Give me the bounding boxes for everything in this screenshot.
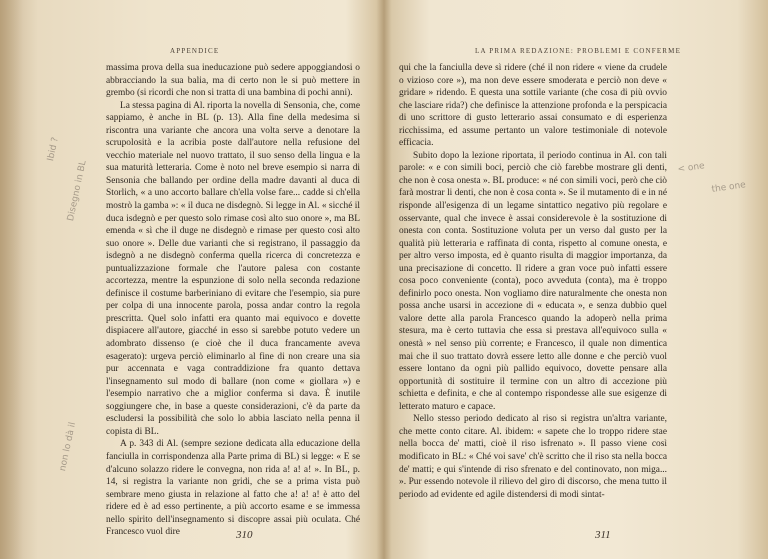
pencil-annotation: non lo dà il <box>58 421 79 473</box>
right-page <box>385 0 768 559</box>
right-paragraph: qui che la fanciulla deve sì ridere (ché il non ridere « viene da crudele o vizioso core »), ma non deve essere smoderata e perciò non deve « gridare » ridendo. E questa una sottile variante (che cosa di più ovvio che lasciare rida?) che definisce la attenzione profonda e la perspicacia di uno scrittore di gusto letterario assai consumato e di esperienza ricchissima, ed assume pertanto un valore testimoniale di notevole efficacia. <box>399 63 667 149</box>
pencil-annotation: the one <box>711 180 747 195</box>
right-page-header: LA PRIMA REDAZIONE: PROBLEMI E CONFERME <box>475 47 682 55</box>
right-paragraph: Subito dopo la lezione riportata, il periodo continua in Al. con tali parole: « e con simili boci, perciò che ciò farebbe mostrare gli denti, che non è cosa onesta ». BL produce: « né con simili voci, però che ciò farà mostrar li denti, che non è cosa conta ». Se il mutamento di e in né risponde all'esigenza di un legame sintattico negativo più regolare e osservante, qual che invece è assai considerevole è la sostituzione di onesta con conta. Sostituzione voluta per un verso dal gusto per la qualità più letteraria e raffinata di conta, rispetto al comune onesta, e per altro verso imposta, ed è quanto risulta di maggior importanza, da una precisazione di concetto. Il ridere a gran voce può infatti essere cosa poco conveniente (conta), poco avveduta (conta), ma è troppo definirlo poco onesta. Non vogliamo dire naturalmente che onesta non possa anche usarsi in accezione di « educata », e senza dubbio quel valore dette alla parola Francesco quando la adoperò nella prima stesura, ma è certo tuttavia che essa si prestava all'equivoco sulla « onestà » nel senso più corrente; e Francesco, il quale non dimentica mai che il suo trattato dovrà essere letto alle donne e che perciò vuol essere lontano da ogni più pallido equivoco, dovette pensare alla opportunità di sostituire il termine con un altro di accezione più schietta e definita, e che al contempo rispondesse alle sue esigenze di letterato maturo e capace. <box>399 150 667 412</box>
left-page-number: 310 <box>236 529 253 541</box>
left-paragraph: La stessa pagina di Al. riporta la novella di Sensonia, che, come sappiamo, è anche in BL (p. 13). Alla fine della medesima si riscontra una variante che ancora una volta serve a denotare la scrupolosità e la acribia poste dall'autore nella refusione del vecchio materiale nel nuovo trattato, il suo senso della lingua e la sua maturità letteraria. Come è noto nel breve esempio si narra di Sensonia che ballando per ordine della madre davanti al duca di Storlich, « a uno accorto ballare ch'ella volse fare... cadde si ch'ella mostrò la gamba »: « il duca ne disdegnò. Si legge in Al. « sicché il duca isdegnò e per questo solo rimase così alto suo onore », ma BL emenda « sì che il duge ne disdegnò e rimase per questo così alto suo onore ». Delle due varianti che si registrano, il passaggio da isdegnò a ne disdegnò conferma quella ricerca di concretezza e puntualizzazione formale che l'autore palesa con costante accortezza, mentre la espunzione di solo nella seconda redazione definisce il costume barberiniano di evitare che l'esempio, sia pure per colpa di una innocente parola, possa andar contro la regola prescritta. Quel solo infatti era quanto mai equivoco e dovette dispiacere all'autore, giacché in esso si sarebbe potuto vedere un adombrato dissenso (e cioè che il duca francamente aveva esagerato): urgeva perciò eliminarlo al fine di non creare una sia pur accennata e vaga contraddizione fra quanto dettava l'insegnamento sul modo di ballare (non come « giollara ») e l'esempio narrativo che a miglior conferma si dava. È inutile soggiungere che, in base a queste considerazioni, c'è da parte da escludersi la possibilità che solo lo abbia lasciato nella penna il copista di BL. <box>106 100 360 437</box>
left-page-text <box>106 62 360 539</box>
left-paragraph: massima prova della sua ineducazione può sedere appoggiandosi o abbracciando la sua balia, ma di certo non le si può mettere in grembo (si ricordi che non si tratta di una bambina di pochi anni). <box>106 63 360 99</box>
left-page <box>0 0 383 559</box>
right-paragraph: Nello stesso periodo dedicato al riso si registra un'altra variante, che mette conto citare. Al. ibidem: « sapete che lo troppo ridere stae nella bocca de' matti, cioè il riso isfrenato ». Il passo viene così modificato in BL: « Ché voi save' ch'è scritto che il riso sta nella bocca de' matti; e qui s'intende di riso sfrenato e del continovato, non miga... ». Pur essendo notevole il rilievo del giro di discorso, che mena tutto il periodo ad evidente ed agile distendersi di modi sintat- <box>399 414 667 500</box>
left-paragraph: A p. 343 di Al. (sempre sezione dedicata alla educazione della fanciulla in corrispondenza alla Parte prima di BL) si legge: « E se d'alcuno solazzo ridere le convegna, non rida a! a! a! ». In BL, p. 14, si registra la variante non gridi, che se a prima vista può sembrare meno giusta in relazione al fatto che a! a! a! è atto del ridere ed è ad esso pertinente, a più accorto esame e se immessa nello spirito dell'insegnamento si discopre assai più oculata. Ché Francesco vuol dire <box>106 439 360 538</box>
pencil-annotation: Disegno in BL <box>66 159 89 223</box>
right-page-number: 311 <box>595 529 611 541</box>
pencil-annotation: < one <box>677 161 706 175</box>
left-page-header: APPENDICE <box>170 47 220 55</box>
right-page-text <box>399 62 667 501</box>
pencil-annotation: Ibid ? <box>46 136 61 163</box>
